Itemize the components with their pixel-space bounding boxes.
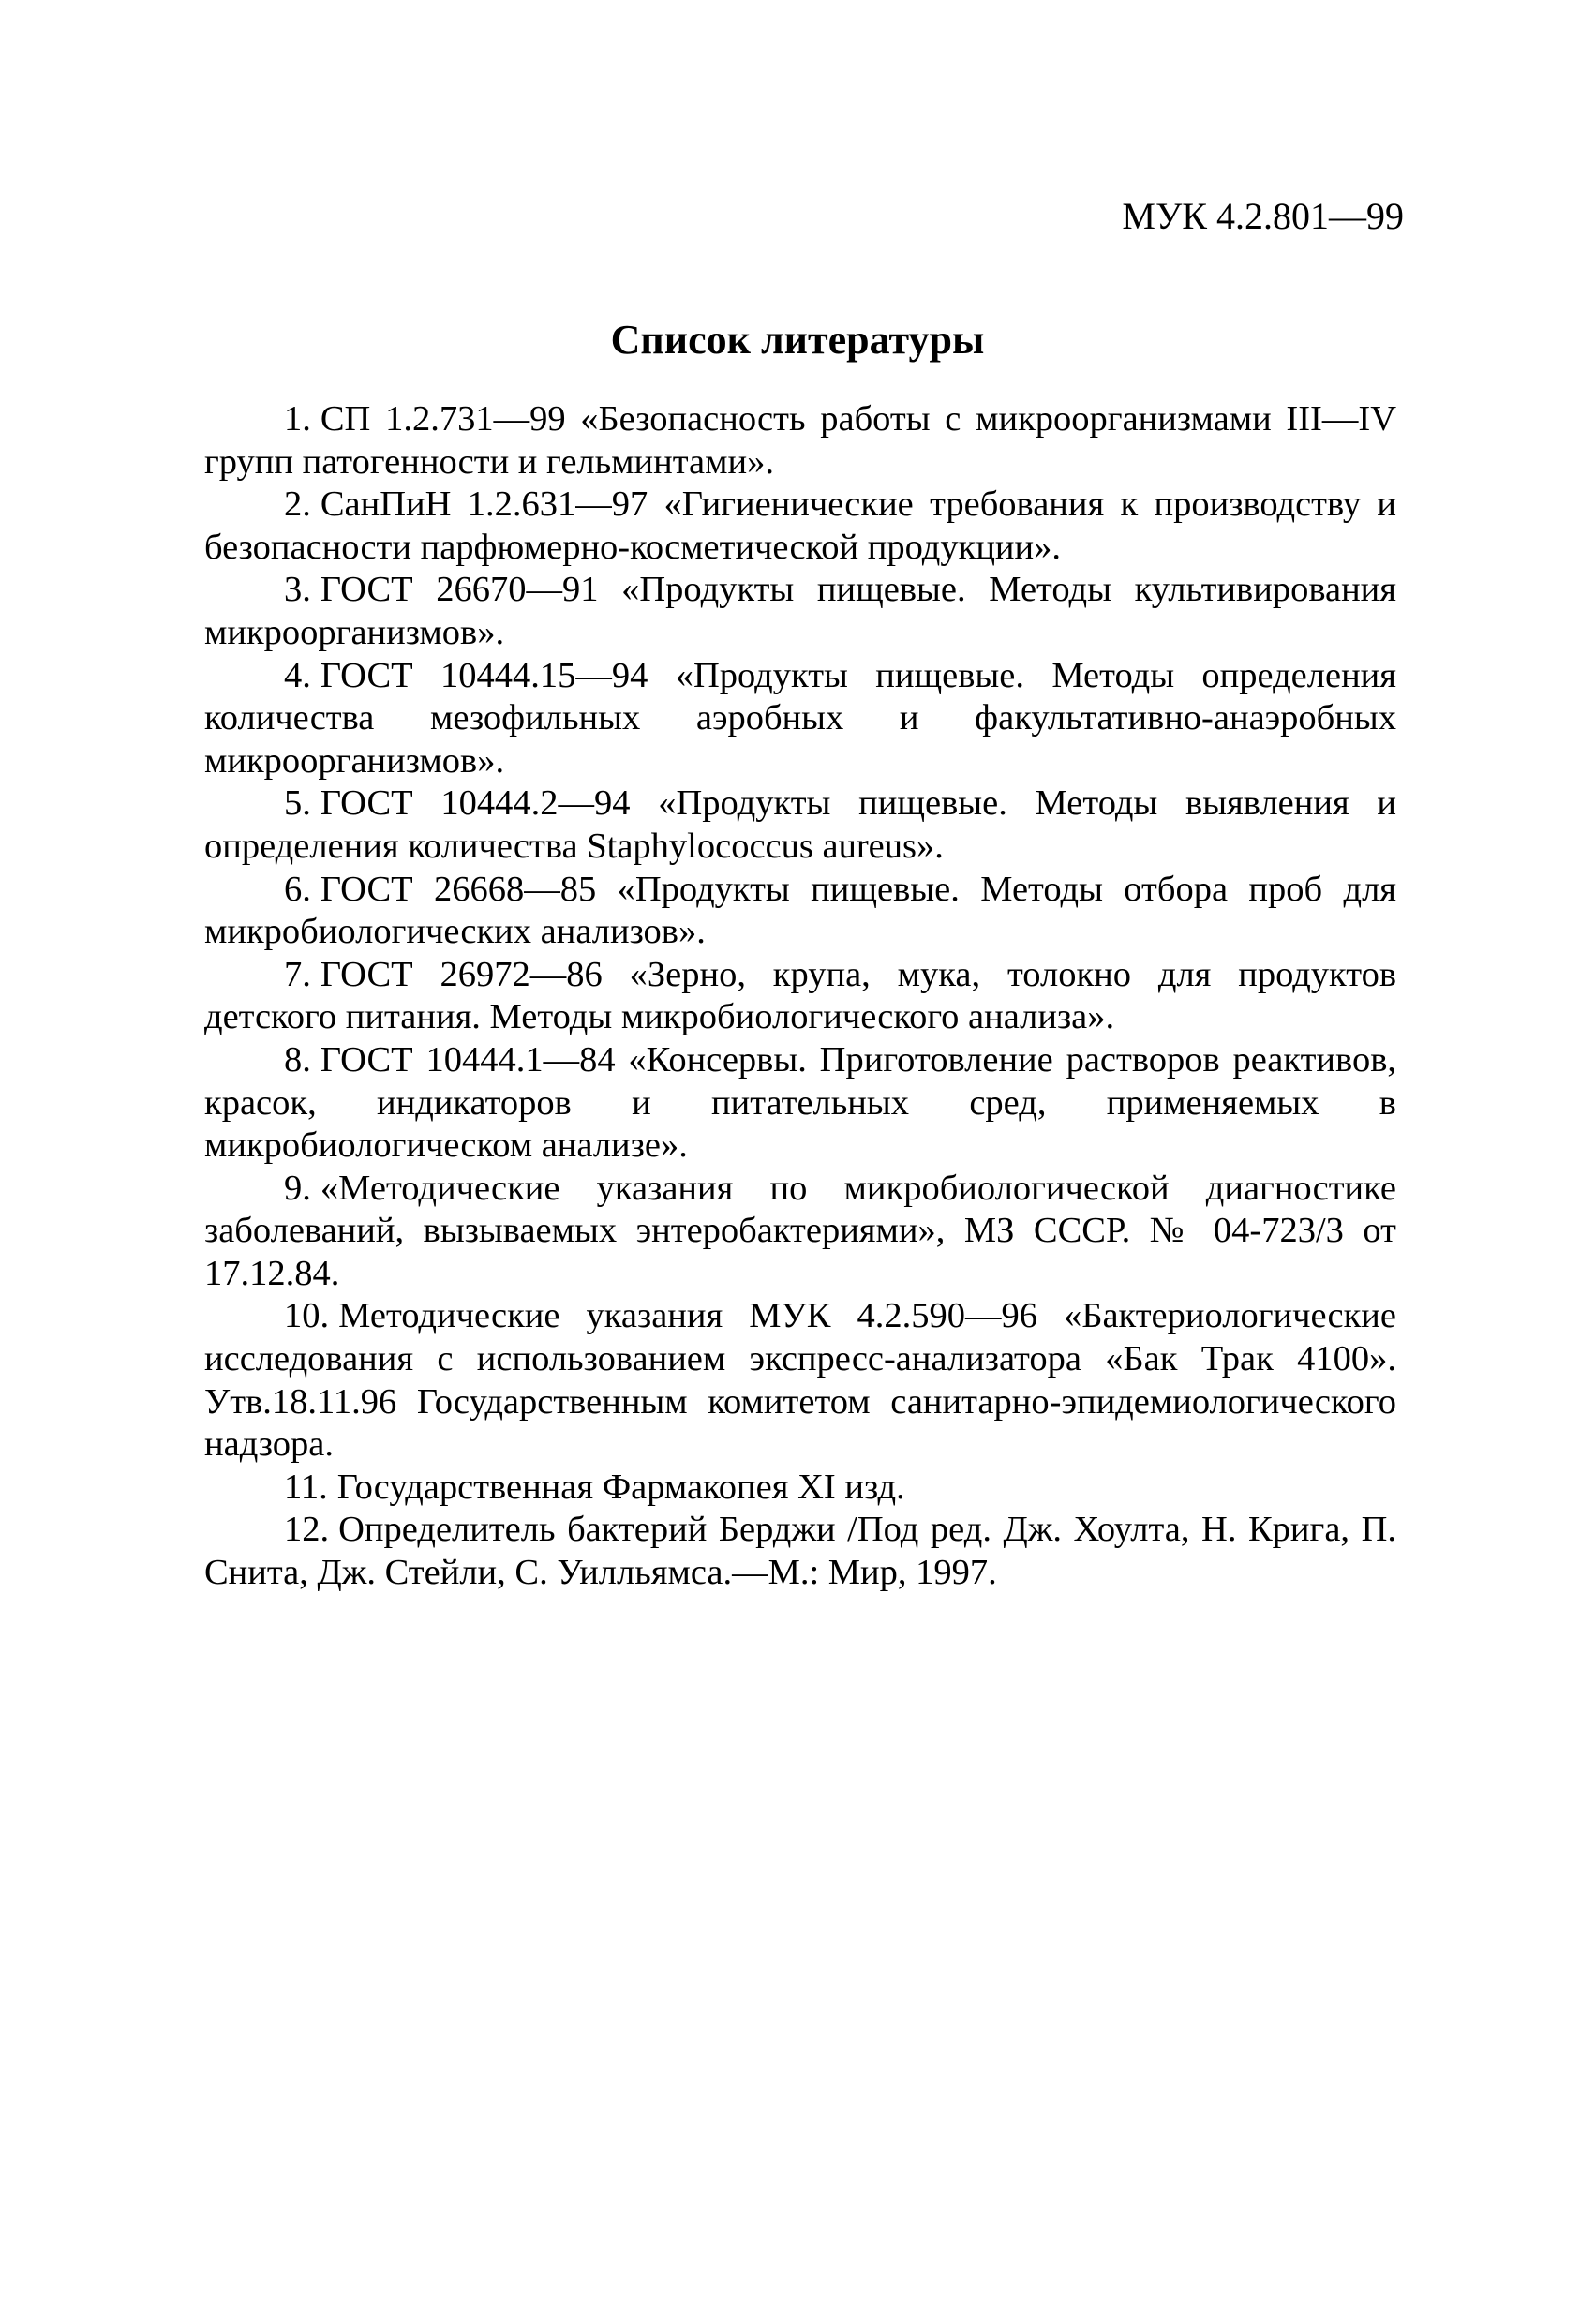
reference-item-8 (204, 1039, 1396, 1168)
reference-item-3 (204, 569, 1396, 654)
reference-number: 7. (284, 954, 311, 994)
reference-text: Методические указания МУК 4.2.590—96 «Бактериологические исследования с использованием экспресс-анализатора «Бак Трак 4100». Утв.18.11.96 Государственным комитетом санитарно-эпидемиологического надзора. (204, 1296, 1396, 1465)
reference-text: Государственная Фармакопея XI изд. (336, 1467, 905, 1507)
reference-text: Определитель бактерий Берджи /Под ред. Дж. Хоулта, Н. Крига, П. Снита, Дж. Стейли, С. Уилльямса.—М.: Мир, 1997. (204, 1510, 1396, 1593)
reference-text: ГОСТ 10444.1—84 «Консервы. Приготовление растворов реактивов, красок, индикаторов и питательных сред, применяемых в микробиологическом анализе». (204, 1039, 1396, 1166)
reference-number: 9. (284, 1168, 311, 1208)
reference-text: ГОСТ 26670—91 «Продукты пищевые. Методы культивирования микроорганизмов». (204, 570, 1396, 652)
reference-number: 5. (284, 783, 311, 824)
page-title: Список литературы (610, 317, 985, 363)
reference-text: СанПиН 1.2.631—97 «Гигиенические требования к производству и безопасности парфюмерно-косметической продукции». (204, 484, 1396, 567)
reference-number: 6. (284, 869, 311, 909)
reference-number: 3. (284, 570, 311, 610)
reference-list (204, 398, 1396, 1595)
reference-item-12 (204, 1509, 1396, 1594)
reference-item-11 (204, 1467, 1396, 1510)
reference-item-10 (204, 1295, 1396, 1466)
document-code: МУК 4.2.801—99 (1122, 195, 1404, 237)
reference-text: СП 1.2.731—99 «Безопасность работы с микроорганизмами III—IV групп патогенности и гельминтами». (204, 399, 1396, 482)
reference-text: ГОСТ 10444.15—94 «Продукты пищевые. Методы определения количества мезофильных аэробных и факультативно-анаэробных микроорганизмов». (204, 655, 1396, 781)
reference-item-1 (204, 398, 1396, 484)
reference-item-2 (204, 484, 1396, 569)
reference-item-6 (204, 869, 1396, 954)
reference-item-4 (204, 655, 1396, 783)
reference-number: 1. (284, 399, 311, 439)
reference-item-7 (204, 954, 1396, 1039)
reference-text: ГОСТ 26668—85 «Продукты пищевые. Методы отбора проб для микробиологических анализов». (204, 869, 1396, 952)
reference-number: 12. (284, 1510, 330, 1550)
reference-number: 4. (284, 655, 311, 695)
reference-text: «Методические указания по микробиологической диагностике заболеваний, вызываемых энтеробактериями», МЗ СССР. № 04-723/3 от 17.12.84. (204, 1168, 1396, 1293)
reference-number: 8. (284, 1039, 311, 1080)
reference-number: 10. (284, 1296, 330, 1336)
reference-number: 2. (284, 484, 311, 525)
reference-item-5 (204, 782, 1396, 868)
reference-number: 11. (284, 1467, 328, 1507)
reference-text: ГОСТ 10444.2—94 «Продукты пищевые. Методы выявления и определения количества Staphylococcus aureus». (204, 783, 1396, 866)
reference-item-9 (204, 1168, 1396, 1296)
reference-text: ГОСТ 26972—86 «Зерно, крупа, мука, толокно для продуктов детского питания. Методы микробиологического анализа». (204, 954, 1396, 1037)
